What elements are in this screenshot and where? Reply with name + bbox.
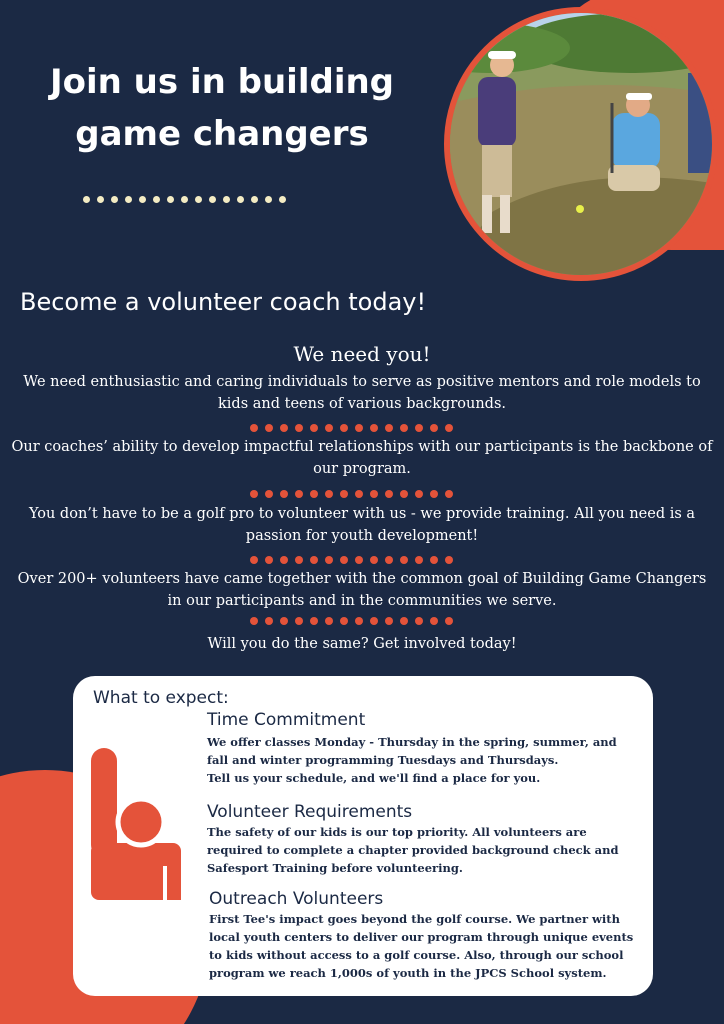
card-heading: What to expect: bbox=[93, 688, 229, 708]
raised-hand-icon bbox=[89, 748, 189, 900]
body-line: program we reach 1,000s of youth in the JPCS School system. bbox=[209, 966, 607, 980]
call-to-action: Will you do the same? Get involved today! bbox=[207, 636, 517, 652]
paragraph-training: You don’t have to be a golf pro to volunteer with us - we provide training. All you need is a passion for youth development! bbox=[28, 506, 696, 544]
body-line: We offer classes Monday - Thursday in the spring, summer, and bbox=[207, 735, 617, 749]
section-body-time-commitment bbox=[207, 733, 637, 787]
divider-dots-red-2 bbox=[250, 490, 453, 498]
hero-title-line-2: game changers bbox=[75, 114, 369, 154]
paragraph-relationships: Our coaches’ ability to develop impactful relationships with our participants is the backbone of our program. bbox=[11, 439, 713, 477]
section-title-outreach-volunteers: Outreach Volunteers bbox=[209, 889, 384, 909]
section-body-outreach-volunteers bbox=[209, 910, 639, 982]
divider-dots-red-1 bbox=[250, 424, 453, 432]
divider-dots-red-4 bbox=[250, 617, 453, 625]
need-heading: We need you! bbox=[293, 342, 431, 366]
section-title-time-commitment: Time Commitment bbox=[207, 710, 366, 730]
section-title-volunteer-requirements: Volunteer Requirements bbox=[207, 802, 413, 822]
paragraph-volunteers: Over 200+ volunteers have came together with the common goal of Building Game Changers in our participants and in the communities we serve. bbox=[17, 571, 707, 609]
body-line: The safety of our kids is our top priority. All volunteers are bbox=[207, 825, 587, 839]
divider-dots-red-3 bbox=[250, 556, 453, 564]
divider-dots-cream bbox=[83, 196, 286, 203]
paragraph-mentors: We need enthusiastic and caring individuals to serve as positive mentors and role models to kids and teens of various backgrounds. bbox=[23, 374, 701, 412]
body-line: required to complete a chapter provided background check and bbox=[207, 843, 619, 857]
section-body-volunteer-requirements bbox=[207, 823, 637, 877]
what-to-expect-card bbox=[73, 676, 653, 996]
hero-title bbox=[22, 56, 422, 160]
body-line: fall and winter programming Tuesdays and Thursdays. bbox=[207, 753, 559, 767]
body-line: Safesport Training before volunteering. bbox=[207, 861, 463, 875]
body-line: Tell us your schedule, and we'll find a place for you. bbox=[207, 771, 541, 785]
golf-coaching-photo bbox=[444, 7, 718, 281]
hero-title-line-1: Join us in building bbox=[49, 62, 395, 102]
body-line: First Tee's impact goes beyond the golf course. We partner with bbox=[209, 912, 620, 926]
body-line: to kids without access to a golf course. Also, through our school bbox=[209, 948, 624, 962]
subtitle: Become a volunteer coach today! bbox=[20, 288, 427, 316]
body-line: local youth centers to deliver our program through unique events bbox=[209, 930, 634, 944]
